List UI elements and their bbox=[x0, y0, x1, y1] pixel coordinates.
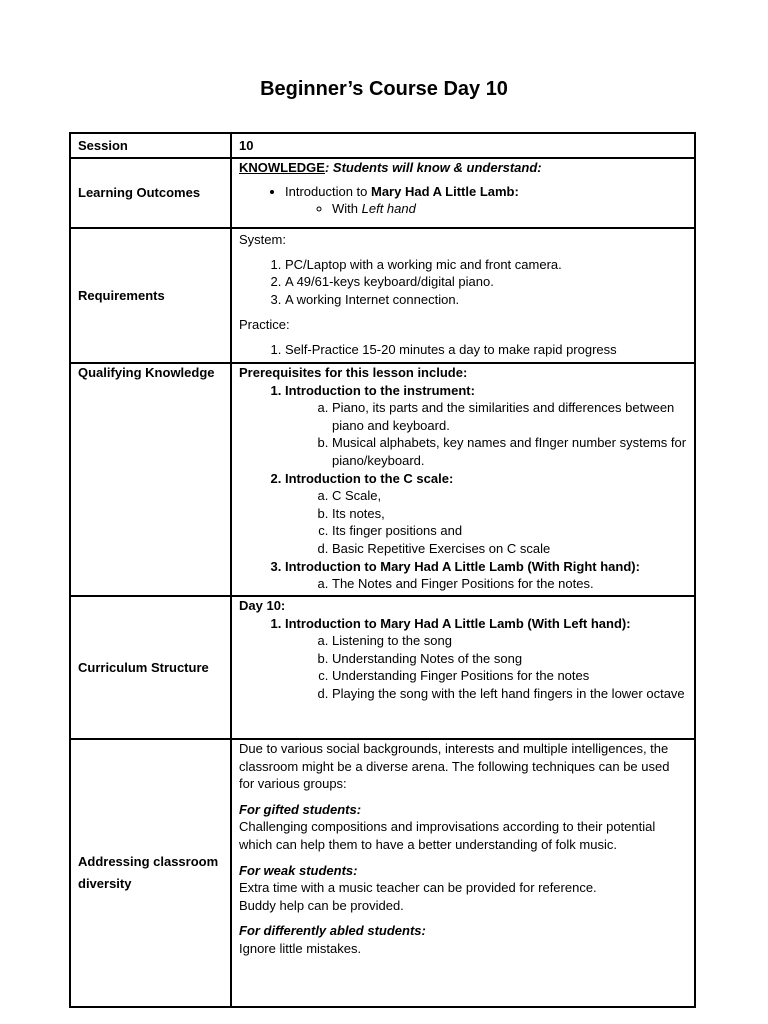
weak-heading: For weak students: bbox=[239, 862, 358, 878]
system-heading: System: bbox=[239, 232, 286, 247]
qualifying-heading: Prerequisites for this lesson include: bbox=[239, 365, 468, 380]
curriculum-label bbox=[70, 596, 231, 739]
qualifying-sublist bbox=[285, 575, 687, 593]
system-item: 3. A working Internet connection. bbox=[285, 291, 687, 309]
learning-bullet-bold: Mary Had A Little Lamb: bbox=[371, 183, 519, 199]
session-row bbox=[70, 133, 695, 158]
requirements-label bbox=[70, 228, 231, 363]
curriculum-sublist bbox=[285, 632, 687, 702]
qualifying-subitem: c. Its finger positions and bbox=[332, 522, 687, 540]
qualifying-subitem: b. Its notes, bbox=[332, 505, 687, 523]
system-item: 1. PC/Laptop with a working mic and front camera. bbox=[285, 256, 687, 274]
qualifying-subitem: b. Musical alphabets, key names and fInger number systems for piano/keyboard. bbox=[332, 434, 687, 469]
curriculum-subitem: a. Listening to the song bbox=[332, 632, 687, 650]
qualifying-item bbox=[285, 470, 687, 558]
curriculum-item bbox=[285, 615, 687, 703]
qualifying-item bbox=[285, 382, 687, 470]
curriculum-cell bbox=[231, 596, 695, 739]
qualifying-item bbox=[285, 558, 687, 593]
qualifying-subitem: a. The Notes and Finger Positions for the notes. bbox=[332, 575, 687, 593]
lesson-plan-table bbox=[69, 132, 696, 1008]
session-value bbox=[231, 133, 695, 158]
curriculum-row bbox=[70, 596, 695, 739]
requirements-row bbox=[70, 228, 695, 363]
abled-text: Ignore little mistakes. bbox=[239, 940, 362, 956]
diversity-row bbox=[70, 739, 695, 1007]
weak-text-2: Buddy help can be provided. bbox=[239, 897, 404, 913]
gifted-heading: For gifted students: bbox=[239, 801, 362, 817]
qualifying-list bbox=[239, 382, 687, 593]
session-label bbox=[70, 133, 231, 158]
learning-bullet-prefix: Introduction to bbox=[285, 183, 371, 199]
curriculum-list bbox=[239, 615, 687, 703]
spacer bbox=[239, 793, 687, 801]
qualifying-item-title: Introduction to the C scale: bbox=[285, 470, 454, 486]
qualifying-sublist bbox=[285, 399, 687, 469]
knowledge-line bbox=[239, 159, 687, 177]
curriculum-label-text: Curriculum Structure bbox=[78, 659, 209, 675]
qualifying-item-title: Introduction to Mary Had A Little Lamb (With Right hand): bbox=[285, 558, 640, 574]
learning-outcomes-label-text: Learning Outcomes bbox=[78, 185, 201, 201]
diversity-label bbox=[70, 739, 231, 1007]
curriculum-item-title: Introduction to Mary Had A Little Lamb (With Left hand): bbox=[285, 615, 631, 631]
diversity-intro: Due to various social backgrounds, interests and multiple intelligences, the classroom might be a diverse arena. The following techniques can be used for various groups: bbox=[239, 741, 670, 792]
curriculum-subitem: d. Playing the song with the left hand fingers in the lower octave bbox=[332, 685, 687, 703]
session-value-text: 10 bbox=[239, 137, 254, 153]
qualifying-label bbox=[70, 363, 231, 596]
knowledge-word: KNOWLEDGE bbox=[239, 160, 325, 175]
requirements-cell bbox=[231, 228, 695, 363]
learning-sub-bullet bbox=[332, 200, 687, 218]
system-list bbox=[239, 256, 687, 309]
page-title: Beginner’s Course Day 10 bbox=[260, 78, 508, 100]
qualifying-subitem: d. Basic Repetitive Exercises on C scale bbox=[332, 540, 687, 558]
qualifying-row bbox=[70, 363, 695, 596]
learning-bullet bbox=[285, 183, 687, 218]
qualifying-item-title: Introduction to the instrument: bbox=[285, 382, 475, 398]
weak-text-1: Extra time with a music teacher can be provided for reference. bbox=[239, 880, 597, 896]
qualifying-sublist bbox=[285, 487, 687, 557]
diversity-cell bbox=[231, 739, 695, 1007]
learning-outcomes-cell bbox=[231, 158, 695, 228]
practice-heading: Practice: bbox=[239, 317, 290, 333]
system-item: 2. A 49/61-keys keyboard/digital piano. bbox=[285, 273, 687, 291]
gifted-text: Challenging compositions and improvisations according to their potential which can help them to have a better understanding of folk music. bbox=[239, 819, 656, 852]
learning-outcomes-label bbox=[70, 158, 231, 228]
requirements-label-text: Requirements bbox=[78, 287, 165, 303]
qualifying-cell bbox=[231, 363, 695, 596]
qualifying-label-text: Qualifying Knowledge bbox=[78, 365, 215, 380]
abled-heading: For differently abled students: bbox=[239, 923, 426, 939]
practice-item: 1. Self-Practice 15-20 minutes a day to make rapid progress bbox=[285, 341, 687, 359]
learning-sub-bullets bbox=[285, 200, 687, 218]
diversity-label-text: Addressing classroom diversity bbox=[78, 854, 219, 891]
learning-sub-italic: Left hand bbox=[361, 201, 416, 217]
curriculum-subitem: b. Understanding Notes of the song bbox=[332, 650, 687, 668]
spacer bbox=[239, 914, 687, 922]
spacer bbox=[239, 854, 687, 862]
practice-list bbox=[239, 341, 687, 359]
knowledge-rest: : Students will know & understand: bbox=[324, 160, 542, 175]
curriculum-heading: Day 10: bbox=[239, 598, 286, 613]
learning-outcomes-row bbox=[70, 158, 695, 228]
learning-bullets bbox=[239, 183, 687, 218]
qualifying-subitem: a. Piano, its parts and the similarities and differences between piano and keyboard. bbox=[332, 399, 687, 434]
learning-sub-prefix: With bbox=[332, 201, 362, 217]
qualifying-subitem: a. C Scale, bbox=[332, 487, 687, 505]
session-label-text: Session bbox=[78, 137, 128, 153]
curriculum-subitem: c. Understanding Finger Positions for the notes bbox=[332, 667, 687, 685]
